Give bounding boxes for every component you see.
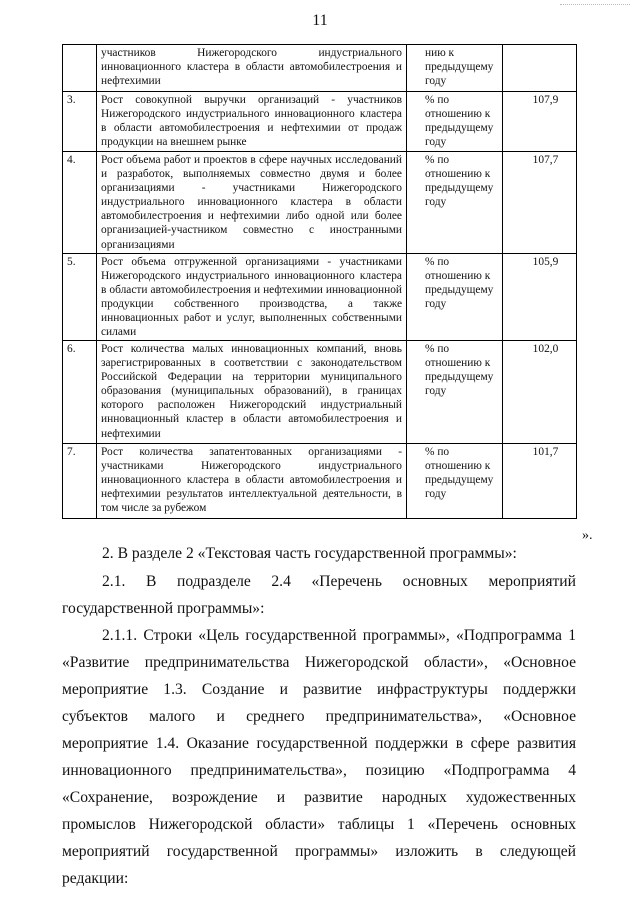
closing-quote: ». (582, 528, 593, 543)
row-value: 101,7 (503, 444, 577, 519)
row-unit: % по отношению к предыдущему году (407, 254, 503, 341)
row-unit: % по отношению к предыдущему году (407, 444, 503, 519)
scan-artifact-line (560, 4, 630, 5)
page-number: 11 (312, 12, 328, 29)
table-row (63, 45, 577, 92)
table-row (63, 152, 577, 254)
row-number: 7. (63, 444, 97, 519)
row-number: 6. (63, 341, 97, 444)
row-description: Рост совокупной выручки организаций - участников Нижегородского индустриального инновационного кластера в области автомобилестроения и нефтехимии от продаж продукции на внешнем рынке (97, 92, 407, 152)
indicators-table (62, 44, 577, 519)
row-unit: % по отношению к предыдущему году (407, 341, 503, 444)
row-number: 5. (63, 254, 97, 341)
table-row (63, 92, 577, 152)
row-description: участников Нижегородского индустриального инновационного кластера в области автомобилестроения и нефтехимии (97, 45, 407, 92)
paragraph-subsection-2-1: 2.1. В подразделе 2.4 «Перечень основных мероприятий государственной программы»: (62, 573, 576, 617)
row-number: 4. (63, 152, 97, 254)
row-number: 3. (63, 92, 97, 152)
row-description: Рост количества запатентованных организациями - участниками Нижегородского индустриального инновационного кластера в области автомобилестроения и нефтехимии результатов интеллектуальной деятельности, в том числе за рубежом (97, 444, 407, 519)
row-description: Рост объема работ и проектов в сфере научных исследований и разработок, выполняемых совместно двумя и более организациями - участниками Нижегородского индустриального инновационного кластера в области автомобилестроения и нефтехимии либо одной или более организацией-участником совместно с иностранными организациями (97, 152, 407, 254)
row-description: Рост количества малых инновационных компаний, вновь зарегистрированных в соответствии с законодательством Российской Федерации на территории муниципального образования (муниципальных образований), в границах которого расположен Нижегородский индустриальный инновационный кластер в области автомобилестроения и нефтехимии (97, 341, 407, 444)
row-unit: % по отношению к предыдущему году (407, 92, 503, 152)
row-value: 105,9 (503, 254, 577, 341)
table-row (63, 341, 577, 444)
row-unit: нию к предыдущему году (407, 45, 503, 92)
row-value: 107,9 (503, 92, 577, 152)
paragraph-item-2-1-1: 2.1.1. Строки «Цель государственной программы», «Подпрограмма 1 «Развитие предпринимательства Нижегородской области», «Основное мероприятие 1.3. Создание и развитие инфраструктуры поддержки субъектов малого и среднего предпринимательства», «Основное мероприятие 1.4. Оказание государственной поддержки в сфере развития инновационного предпринимательства», позицию «Подпрограмма 4 «Сохранение, возрождение и развитие народных художественных промыслов Нижегородской области» таблицы 1 «Перечень основных мероприятий государственной программы» изложить в следующей редакции: (62, 627, 576, 887)
row-value (503, 45, 577, 92)
row-value: 107,7 (503, 152, 577, 254)
row-number (63, 45, 97, 92)
row-description: Рост объема отгруженной организациями - участниками Нижегородского индустриального инновационного кластера в области автомобилестроения и нефтехимии инновационной продукции собственного производства, а также инновационных работ и услуг, выполненных собственными силами (97, 254, 407, 341)
paragraph-section-2: 2. В разделе 2 «Текстовая часть государственной программы»: (102, 545, 517, 562)
table-row (63, 444, 577, 519)
row-unit: % по отношению к предыдущему году (407, 152, 503, 254)
table-row (63, 254, 577, 341)
row-value: 102,0 (503, 341, 577, 444)
